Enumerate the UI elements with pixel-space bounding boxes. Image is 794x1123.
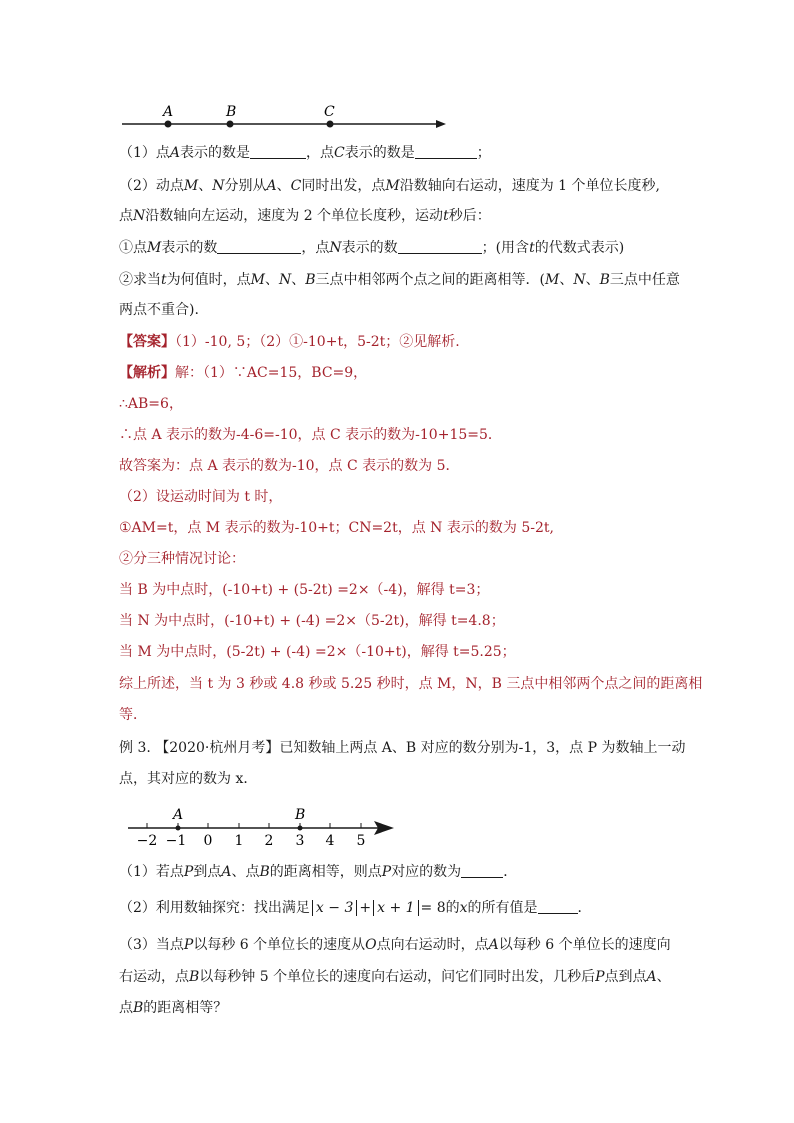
absolute-value-2: x + 1 — [373, 900, 418, 916]
answer-blank[interactable] — [250, 144, 306, 159]
absolute-value-1: x − 3 — [312, 900, 357, 916]
question-2-line-4: ②求当t为何值时，点M、N、B三点中相邻两个点之间的距离相等．(M、N、B三点中任意 — [119, 272, 680, 288]
question-2-line-5: 两点不重合). — [119, 302, 199, 318]
answer-blank[interactable] — [398, 239, 482, 254]
example-3-question-3-line-1: （3）当点P以每秒 6 个单位长的速度从O点向右运动时，点A以每秒 6 个单位长的速度向 — [119, 937, 671, 953]
tick-label: 5 — [356, 833, 366, 849]
point-b-label: B — [295, 807, 306, 823]
tick-label: −1 — [165, 833, 187, 849]
analysis-line-7: ②分三种情况讨论： — [119, 551, 245, 567]
question-2-line-2: 点N沿数轴向左运动，速度为 2 个单位长度秒，运动t秒后： — [119, 208, 491, 224]
analysis-line-3: ∴点 A 表示的数为-4-6=-10，点 C 表示的数为-10+15=5． — [119, 427, 502, 443]
point-b-dot — [298, 826, 303, 831]
analysis-line-2: ∴AB=6， — [119, 396, 183, 412]
axis-arrow — [436, 120, 446, 128]
tick-label: 2 — [264, 833, 274, 849]
example-3-question-3-line-2: 右运动，点B以每秒钟 5 个单位长的速度向右运动，问它们同时出发，几秒后P点到点A、 — [119, 969, 671, 985]
analysis-line-1: 【解析】解：（1）∵AC=15，BC=9， — [119, 365, 368, 381]
answer-blank[interactable] — [415, 144, 477, 159]
example-3-question-3-line-3: 点B的距离相等？ — [119, 1000, 228, 1016]
answer-blank[interactable] — [461, 863, 503, 878]
tick-label: −2 — [136, 833, 158, 849]
tick-label: 4 — [325, 833, 335, 849]
answer-blank[interactable] — [217, 239, 301, 254]
tick-label: 0 — [203, 833, 213, 849]
tick-label: 1 — [234, 833, 244, 849]
number-line-1 — [118, 100, 450, 136]
tick-label: 3 — [295, 833, 305, 849]
question-2-line-1: （2）动点M、N分别从A、C同时出发，点M沿数轴向右运动，速度为 1 个单位长度秒, — [119, 178, 660, 194]
question-2-line-3: ①点M表示的数 ，点N表示的数 ；(用含t的代数式表示) — [119, 240, 625, 256]
answer-text: （1）-10, 5；（2）①-10+t，5-2t；②见解析. — [175, 334, 460, 350]
point-a-label: A — [163, 104, 174, 120]
analysis-line-11: 综上所述，当 t 为 3 秒或 4.8 秒或 5.25 秒时，点 M，N，B 三点中相邻两个点之间的距离相 — [119, 676, 703, 692]
example-3-question-1: （1）若点P到点A、点B的距离相等，则点P对应的数为 ． — [119, 864, 518, 880]
example-3-question-2: （2）利用数轴探究：找出满足 x − 3 + x + 1 = 8的x的所有值是 ． — [119, 900, 592, 916]
analysis-line-12: 等． — [119, 707, 147, 723]
point-c-label: C — [324, 104, 335, 120]
analysis-line-6: ①AM=t，点 M 表示的数为-10+t；CN=2t，点 N 表示的数为 5-2t, — [119, 520, 554, 536]
analysis-tag: 【解析】 — [119, 365, 175, 381]
point-b-label: B — [226, 104, 237, 120]
example-3-line-2: 点，其对应的数为 x． — [119, 771, 258, 787]
point-a-label: A — [173, 807, 184, 823]
answer-line — [119, 332, 699, 352]
point-c-dot — [327, 121, 334, 128]
answer-blank[interactable] — [538, 899, 578, 914]
answer-tag: 【答案】 — [119, 334, 175, 350]
point-a-dot — [176, 826, 181, 831]
analysis-line-9: 当 N 为中点时，(-10+t) + (-4) =2×（5-2t)，解得 t=4.8； — [119, 613, 505, 629]
analysis-line-5: （2）设运动时间为 t 时， — [119, 489, 283, 505]
point-a-dot — [165, 121, 172, 128]
analysis-line-10: 当 M 为中点时，(5-2t) + (-4) =2×（-10+t)，解得 t=5.25； — [119, 644, 516, 660]
question-1: （1）点A表示的数是 ，点C表示的数是 ； — [119, 145, 491, 161]
point-b-dot — [227, 121, 234, 128]
analysis-line-8: 当 B 为中点时，(-10+t) + (5-2t) =2×（-4)，解得 t=3； — [119, 582, 490, 598]
number-line-2 — [126, 800, 400, 852]
analysis-line-4: 故答案为：点 A 表示的数为-10，点 C 表示的数为 5． — [119, 458, 460, 474]
example-3-line-1: 例 3. 【2020·杭州月考】已知数轴上两点 A、B 对应的数分别为-1，3，点 P 为数轴上一动 — [119, 740, 686, 756]
